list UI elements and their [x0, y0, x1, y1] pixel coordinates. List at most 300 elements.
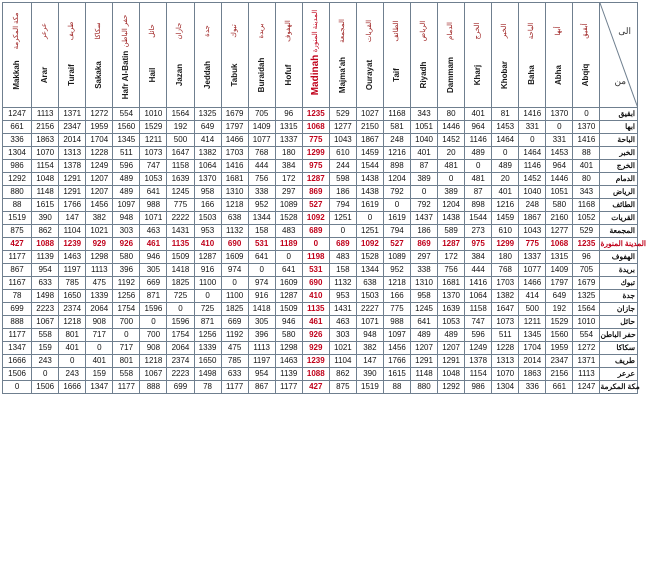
distance-cell: 1416 — [573, 134, 600, 147]
distance-cell: 558 — [113, 368, 140, 381]
distance-table-container — [2, 2, 646, 394]
distance-cell: 888 — [3, 316, 32, 329]
distance-cell: 96 — [573, 251, 600, 264]
distance-cell: 273 — [465, 225, 492, 238]
distance-cell: 1825 — [167, 277, 194, 290]
distance-cell: 1158 — [465, 303, 492, 316]
distance-cell: 2223 — [32, 303, 59, 316]
header-row — [3, 3, 638, 108]
distance-cell: 768 — [248, 147, 275, 160]
row-label: حفر الباطن — [600, 329, 638, 342]
distance-cell: 1189 — [275, 238, 302, 251]
distance-cell: 1409 — [546, 264, 573, 277]
distance-cell: 1218 — [59, 316, 86, 329]
distance-cell: 1043 — [329, 134, 356, 147]
distance-cell: 1177 — [275, 381, 302, 394]
distance-cell: 297 — [275, 186, 302, 199]
distance-cell: 529 — [573, 225, 600, 238]
distance-cell: 1198 — [302, 251, 329, 264]
distance-cell: 1052 — [573, 212, 600, 225]
distance-cell: 401 — [573, 160, 600, 173]
corner-from-label: من — [614, 76, 627, 86]
distance-cell: 580 — [546, 199, 573, 212]
distance-cell: 1064 — [194, 160, 221, 173]
column-header — [59, 3, 86, 108]
distance-cell: 2014 — [519, 355, 546, 368]
corner-to-label: الى — [618, 26, 631, 36]
distance-cell: 529 — [329, 108, 356, 121]
distance-cell: 331 — [546, 134, 573, 147]
distance-cell: 1466 — [221, 134, 248, 147]
column-header — [275, 3, 302, 108]
column-header-english: Majma'ah — [337, 56, 347, 94]
distance-cell: 1529 — [546, 316, 573, 329]
column-header — [221, 3, 248, 108]
distance-cell: 916 — [248, 290, 275, 303]
column-header-arabic: الهفوف — [284, 20, 292, 42]
distance-cell: 1113 — [573, 368, 600, 381]
distance-cell: 390 — [32, 212, 59, 225]
row-label: طريف — [600, 355, 638, 368]
distance-cell: 1797 — [221, 121, 248, 134]
distance-cell: 1207 — [411, 342, 438, 355]
distance-cell: 1077 — [519, 264, 546, 277]
distance-cell: 1609 — [221, 251, 248, 264]
column-header-english: Riyadh — [419, 61, 429, 89]
row-label: حائل — [600, 316, 638, 329]
distance-cell: 1068 — [546, 238, 573, 251]
distance-cell: 1298 — [86, 251, 113, 264]
column-header — [492, 3, 519, 108]
distance-cell: 481 — [438, 160, 465, 173]
distance-cell: 1292 — [3, 173, 32, 186]
distance-cell: 1064 — [465, 290, 492, 303]
row-label: جازان — [600, 303, 638, 316]
distance-cell: 1298 — [275, 342, 302, 355]
column-header — [383, 3, 410, 108]
distance-cell: 1092 — [356, 238, 383, 251]
distance-cell: 1089 — [275, 199, 302, 212]
distance-cell: 1067 — [140, 368, 167, 381]
diagonal-divider — [600, 3, 638, 107]
column-header — [3, 3, 32, 108]
distance-cell: 1650 — [194, 355, 221, 368]
distance-cell: 1291 — [59, 186, 86, 199]
distance-cell: 2347 — [59, 121, 86, 134]
distance-cell: 775 — [167, 199, 194, 212]
table-row — [3, 238, 638, 251]
distance-cell: 988 — [140, 199, 167, 212]
row-label: المدينة المنورة — [600, 238, 638, 251]
distance-cell: 638 — [356, 277, 383, 290]
column-header-arabic: المجمعة — [338, 19, 346, 43]
distance-cell: 1347 — [86, 381, 113, 394]
distance-cell: 689 — [329, 238, 356, 251]
distance-cell: 1345 — [519, 329, 546, 342]
column-header-english: Jazan — [175, 63, 185, 87]
distance-cell: 1154 — [32, 160, 59, 173]
distance-cell: 1247 — [3, 108, 32, 121]
distance-cell: 382 — [86, 212, 113, 225]
column-header-arabic: حائل — [149, 24, 157, 38]
distance-cell: 180 — [492, 251, 519, 264]
row-label: عرعر — [600, 368, 638, 381]
distance-cell: 1560 — [546, 329, 573, 342]
table-row — [3, 264, 638, 277]
distance-cell: 1371 — [59, 108, 86, 121]
distance-cell: 558 — [32, 329, 59, 342]
distance-cell: 0 — [356, 212, 383, 225]
distance-cell: 633 — [221, 368, 248, 381]
distance-cell: 2347 — [546, 355, 573, 368]
distance-cell: 87 — [465, 186, 492, 199]
distance-cell: 1431 — [167, 225, 194, 238]
distance-cell: 1207 — [86, 186, 113, 199]
distance-cell: 2374 — [59, 303, 86, 316]
distance-cell: 1647 — [167, 147, 194, 160]
distance-cell: 1704 — [519, 342, 546, 355]
row-label: بريدة — [600, 264, 638, 277]
distance-cell: 1529 — [140, 121, 167, 134]
column-header-arabic: الباحة — [528, 22, 536, 40]
distance-cell: 1139 — [32, 251, 59, 264]
distance-cell: 1639 — [438, 303, 465, 316]
distance-cell: 669 — [140, 277, 167, 290]
distance-cell: 1344 — [356, 264, 383, 277]
distance-cell: 186 — [329, 186, 356, 199]
distance-cell: 1409 — [248, 121, 275, 134]
distance-cell: 610 — [492, 225, 519, 238]
distance-cell: 916 — [194, 264, 221, 277]
distance-cell: 0 — [194, 290, 221, 303]
distance-cell: 1204 — [438, 199, 465, 212]
distance-cell: 382 — [356, 342, 383, 355]
distance-cell: 638 — [221, 212, 248, 225]
distance-cell: 1506 — [32, 381, 59, 394]
distance-cell: 396 — [113, 264, 140, 277]
distance-cell: 1277 — [329, 121, 356, 134]
distance-cell: 1048 — [438, 368, 465, 381]
distance-cell: 964 — [546, 160, 573, 173]
distance-cell: 338 — [411, 264, 438, 277]
distance-cell: 401 — [492, 186, 519, 199]
distance-cell: 1647 — [492, 303, 519, 316]
distance-cell: 1681 — [438, 277, 465, 290]
distance-cell: 186 — [411, 225, 438, 238]
distance-cell: 1197 — [59, 264, 86, 277]
table-body — [3, 108, 646, 394]
distance-cell: 1088 — [302, 368, 329, 381]
distance-cell: 1703 — [221, 147, 248, 160]
distance-cell: 1754 — [113, 303, 140, 316]
distance-cell: 1544 — [465, 212, 492, 225]
column-header-arabic: الخبر — [501, 23, 509, 39]
distance-cell: 303 — [329, 329, 356, 342]
distance-cell: 1615 — [383, 368, 410, 381]
distance-cell: 1456 — [383, 342, 410, 355]
distance-cell: 1313 — [492, 355, 519, 368]
distance-cell: 1416 — [519, 108, 546, 121]
distance-cell: 1089 — [383, 251, 410, 264]
distance-cell: 1528 — [356, 251, 383, 264]
distance-cell: 1310 — [221, 186, 248, 199]
table-row — [3, 160, 638, 173]
distance-cell: 1177 — [3, 251, 32, 264]
distance-cell: 1245 — [411, 303, 438, 316]
distance-cell: 1073 — [140, 147, 167, 160]
distance-cell: 88 — [383, 381, 410, 394]
distance-cell: 1370 — [546, 108, 573, 121]
table-row — [3, 355, 638, 368]
distance-cell: 444 — [248, 160, 275, 173]
distance-cell: 1216 — [383, 147, 410, 160]
distance-cell: 0 — [383, 199, 410, 212]
column-header-arabic: جدة — [203, 25, 211, 37]
column-header — [438, 3, 465, 108]
column-header — [140, 3, 167, 108]
distance-cell: 0 — [86, 342, 113, 355]
distance-cell: 700 — [140, 329, 167, 342]
distance-cell: 0 — [113, 329, 140, 342]
distance-cell: 1370 — [573, 121, 600, 134]
row-label: الخبر — [600, 147, 638, 160]
distance-cell: 1100 — [221, 290, 248, 303]
distance-cell: 775 — [383, 303, 410, 316]
distance-cell: 166 — [383, 290, 410, 303]
distance-cell: 1766 — [59, 199, 86, 212]
column-header — [248, 3, 275, 108]
distance-cell: 954 — [32, 264, 59, 277]
distance-cell: 1027 — [356, 108, 383, 121]
distance-cell: 1325 — [573, 290, 600, 303]
distance-cell: 1299 — [492, 238, 519, 251]
column-header-english: Abqiq — [581, 63, 591, 87]
distance-cell: 0 — [32, 368, 59, 381]
distance-cell: 180 — [275, 147, 302, 160]
distance-cell: 1503 — [356, 290, 383, 303]
distance-cell: 1679 — [221, 108, 248, 121]
distance-cell: 946 — [140, 251, 167, 264]
distance-cell: 1650 — [59, 290, 86, 303]
table-row — [3, 186, 638, 199]
distance-cell: 303 — [113, 225, 140, 238]
table-row — [3, 199, 638, 212]
distance-cell: 1959 — [86, 121, 113, 134]
distance-cell: 1251 — [329, 212, 356, 225]
distance-cell: 500 — [167, 134, 194, 147]
distance-cell: 1704 — [86, 134, 113, 147]
table-row — [3, 212, 638, 225]
distance-cell: 2150 — [356, 121, 383, 134]
distance-cell: 248 — [519, 199, 546, 212]
distance-cell: 801 — [113, 355, 140, 368]
distance-cell: 785 — [221, 355, 248, 368]
column-header — [519, 3, 546, 108]
distance-cell: 1596 — [167, 316, 194, 329]
table-row — [3, 108, 638, 121]
distance-cell: 1337 — [275, 134, 302, 147]
distance-cell: 2156 — [32, 121, 59, 134]
distance-cell: 1509 — [167, 251, 194, 264]
distance-cell: 1104 — [329, 355, 356, 368]
distance-cell: 1207 — [86, 173, 113, 186]
distance-cell: 792 — [411, 199, 438, 212]
distance-cell: 172 — [438, 251, 465, 264]
distance-cell: 489 — [113, 173, 140, 186]
distance-cell: 792 — [383, 186, 410, 199]
distance-cell: 410 — [302, 290, 329, 303]
row-label: ابها — [600, 121, 638, 134]
distance-cell: 1564 — [167, 108, 194, 121]
column-header-arabic: مكة المكرمة — [13, 12, 21, 50]
distance-cell: 1287 — [194, 251, 221, 264]
distance-cell: 1113 — [86, 264, 113, 277]
distance-cell: 964 — [465, 121, 492, 134]
table-row — [3, 251, 638, 264]
distance-cell: 463 — [329, 316, 356, 329]
distance-cell: 2014 — [59, 134, 86, 147]
distance-cell: 1863 — [32, 134, 59, 147]
distance-cell: 1010 — [140, 108, 167, 121]
distance-cell: 974 — [221, 264, 248, 277]
distance-cell: 1528 — [275, 212, 302, 225]
distance-cell: 1619 — [356, 199, 383, 212]
distance-cell: 1418 — [167, 264, 194, 277]
column-header-arabic: القريات — [365, 19, 373, 43]
distance-cell: 775 — [519, 238, 546, 251]
distance-cell: 1135 — [302, 303, 329, 316]
distance-cell: 1239 — [59, 238, 86, 251]
distance-cell: 1544 — [356, 160, 383, 173]
distance-cell: 888 — [140, 381, 167, 394]
table-row — [3, 121, 638, 134]
column-header-arabic: المدينة المنورة — [311, 9, 319, 53]
distance-cell: 1070 — [32, 147, 59, 160]
distance-cell: 0 — [221, 277, 248, 290]
distance-cell: 1446 — [438, 121, 465, 134]
distance-cell: 172 — [275, 173, 302, 186]
distance-cell: 975 — [465, 238, 492, 251]
distance-cell: 801 — [59, 329, 86, 342]
distance-cell: 1097 — [113, 199, 140, 212]
distance-cell: 641 — [275, 264, 302, 277]
distance-cell: 1097 — [383, 329, 410, 342]
distance-cell: 166 — [194, 199, 221, 212]
distance-cell: 725 — [194, 303, 221, 316]
distance-cell: 948 — [356, 329, 383, 342]
distance-cell: 1051 — [546, 186, 573, 199]
distance-cell: 1167 — [3, 277, 32, 290]
distance-cell: 244 — [329, 160, 356, 173]
distance-cell: 1382 — [194, 147, 221, 160]
row-label: القريات — [600, 212, 638, 225]
distance-cell: 1192 — [113, 277, 140, 290]
distance-cell: 1609 — [275, 277, 302, 290]
distance-cell: 1135 — [167, 238, 194, 251]
distance-cell: 1287 — [302, 173, 329, 186]
distance-cell: 953 — [194, 225, 221, 238]
distance-cell: 243 — [59, 368, 86, 381]
distance-cell: 1197 — [248, 355, 275, 368]
distance-cell: 1077 — [248, 134, 275, 147]
distance-cell: 1378 — [465, 355, 492, 368]
distance-cell: 1245 — [167, 186, 194, 199]
distance-cell: 554 — [113, 108, 140, 121]
distance-cell: 1132 — [329, 277, 356, 290]
distance-cell: 1239 — [302, 355, 329, 368]
distance-cell: 1766 — [383, 355, 410, 368]
distance-cell: 1249 — [465, 342, 492, 355]
distance-cell: 1207 — [438, 342, 465, 355]
distance-cell: 475 — [221, 342, 248, 355]
distance-cell: 1345 — [113, 134, 140, 147]
distance-cell: 1863 — [519, 368, 546, 381]
distance-cell: 1148 — [411, 368, 438, 381]
distance-cell: 489 — [492, 160, 519, 173]
distance-cell: 1146 — [519, 160, 546, 173]
distance-cell: 1639 — [167, 173, 194, 186]
distance-cell: 747 — [465, 316, 492, 329]
table-row — [3, 290, 638, 303]
distance-cell: 958 — [194, 186, 221, 199]
distance-cell: 78 — [194, 381, 221, 394]
distance-cell: 610 — [329, 147, 356, 160]
distance-cell: 1754 — [167, 329, 194, 342]
distance-cell: 699 — [167, 381, 194, 394]
distance-cell: 946 — [275, 316, 302, 329]
distance-cell: 690 — [302, 277, 329, 290]
distance-cell: 192 — [546, 303, 573, 316]
distance-cell: 390 — [356, 368, 383, 381]
distance-cell: 1287 — [438, 238, 465, 251]
distance-cell: 1666 — [59, 381, 86, 394]
distance-cell: 1310 — [411, 277, 438, 290]
distance-cell: 78 — [3, 290, 32, 303]
distance-cell: 867 — [248, 381, 275, 394]
distance-cell: 869 — [302, 186, 329, 199]
distance-cell: 948 — [113, 212, 140, 225]
distance-cell: 1313 — [59, 147, 86, 160]
distance-cell: 1463 — [59, 251, 86, 264]
row-label: تبوك — [600, 277, 638, 290]
distance-cell: 649 — [546, 290, 573, 303]
distance-cell: 159 — [86, 368, 113, 381]
table-row — [3, 277, 638, 290]
distance-cell: 699 — [3, 303, 32, 316]
distance-cell: 1204 — [383, 173, 410, 186]
distance-cell: 1337 — [519, 251, 546, 264]
distance-cell: 1043 — [519, 225, 546, 238]
distance-cell: 1416 — [221, 160, 248, 173]
column-header-english: Madinah — [309, 54, 321, 96]
distance-cell: 1177 — [221, 381, 248, 394]
column-header — [302, 3, 329, 108]
distance-cell: 689 — [302, 225, 329, 238]
distance-cell: 717 — [86, 329, 113, 342]
distance-cell: 1959 — [546, 342, 573, 355]
distance-cell: 1272 — [573, 342, 600, 355]
distance-cell: 1277 — [546, 225, 573, 238]
distance-cell: 1456 — [86, 199, 113, 212]
distance-cell: 862 — [32, 225, 59, 238]
distance-cell: 641 — [248, 251, 275, 264]
distance-cell: 880 — [3, 186, 32, 199]
distance-cell: 598 — [329, 173, 356, 186]
corner-cell — [600, 3, 638, 108]
distance-cell: 1113 — [32, 108, 59, 121]
row-label: جدة — [600, 290, 638, 303]
column-header-english: Buraidah — [256, 57, 266, 93]
